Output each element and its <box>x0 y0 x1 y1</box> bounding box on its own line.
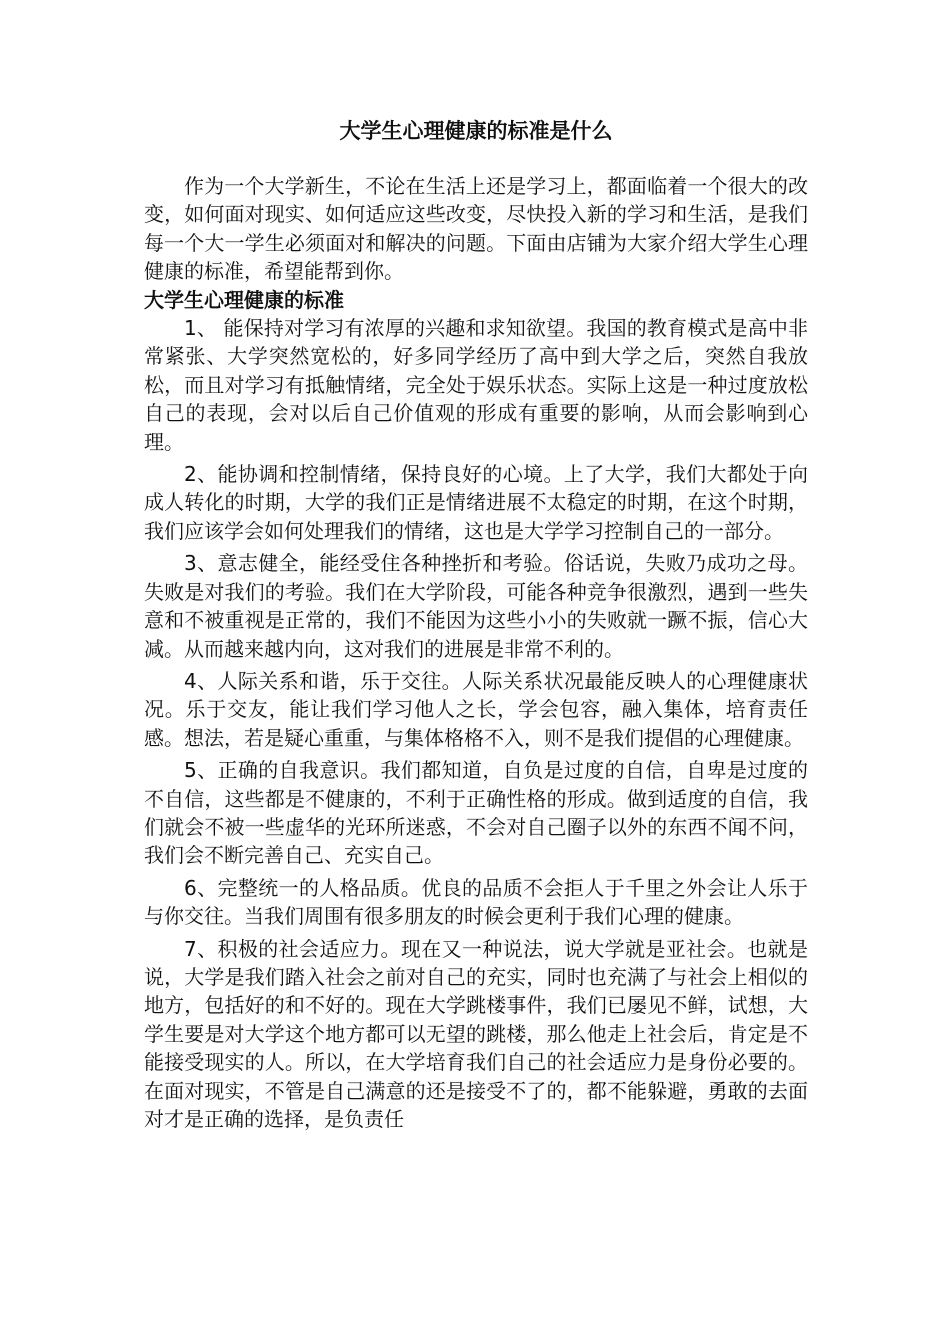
standard-item-3: 3、意志健全，能经受住各种挫折和考验。俗话说，失败乃成功之母。失败是对我们的考验。我们在大学阶段，可能各种竞争很激烈，遇到一些失意和不被重视是正常的，我们不能因为这些小小的失败就一蹶不振，信心大减。从而越来越内向，这对我们的进展是非常不利的。 <box>144 551 808 661</box>
document-title: 大学生心理健康的标准是什么 <box>339 119 613 143</box>
standard-item-5: 5、正确的自我意识。我们都知道，自负是过度的自信，自卑是过度的不自信，这些都是不健康的，不利于正确性格的形成。做到适度的自信，我们就会不被一些虚华的光环所迷惑，不会对自己圈子以外的东西不闻不问，我们会不断完善自己、充实自己。 <box>144 758 808 868</box>
document-page <box>144 116 808 1137</box>
intro-paragraph: 作为一个大学新生，不论在生活上还是学习上，都面临着一个很大的改变，如何面对现实、如何适应这些改变，尽快投入新的学习和生活，是我们每一个大一学生必须面对和解决的问题。下面由店铺为大家介绍大学生心理健康的标准，希望能帮到你。 <box>144 174 808 284</box>
standard-item-2: 2、能协调和控制情绪，保持良好的心境。上了大学，我们大都处于向成人转化的时期，大学的我们正是情绪进展不太稳定的时期，在这个时期，我们应该学会如何处理我们的情绪，这也是大学学习控制自己的一部分。 <box>144 462 808 543</box>
section-heading: 大学生心理健康的标准 <box>144 287 344 312</box>
standard-item-1: 1、 能保持对学习有浓厚的兴趣和求知欲望。我国的教育模式是高中非常紧张、大学突然宽松的，好多同学经历了高中到大学之后，突然自我放松，而且对学习有抵触情绪，完全处于娱乐状态。实际上这是一种过度放松自己的表现，会对以后自己价值观的形成有重要的影响，从而会影响到心理。 <box>144 316 808 454</box>
standard-item-6: 6、完整统一的人格品质。优良的品质不会拒人于千里之外会让人乐于与你交往。当我们周围有很多朋友的时候会更利于我们心理的健康。 <box>144 875 808 929</box>
standard-item-7: 7、积极的社会适应力。现在又一种说法，说大学就是亚社会。也就是说，大学是我们踏入社会之前对自己的充实，同时也充满了与社会上相似的地方，包括好的和不好的。现在大学跳楼事件，我们已屡见不鲜，试想，大学生要是对大学这个地方都可以无望的跳楼，那么他走上社会后，肯定是不能接受现实的人。所以，在大学培育我们自己的社会适应力是身份必要的。在面对现实，不管是自己满意的还是接受不了的，都不能躲避，勇敢的去面对才是正确的选择，是负责任 <box>144 936 808 1131</box>
standard-item-4: 4、人际关系和谐，乐于交往。人际关系状况最能反映人的心理健康状况。乐于交友，能让我们学习他人之长，学会包容，融入集体，培育责任感。想法，若是疑心重重，与集体格格不入，则不是我们提倡的心理健康。 <box>144 668 808 750</box>
